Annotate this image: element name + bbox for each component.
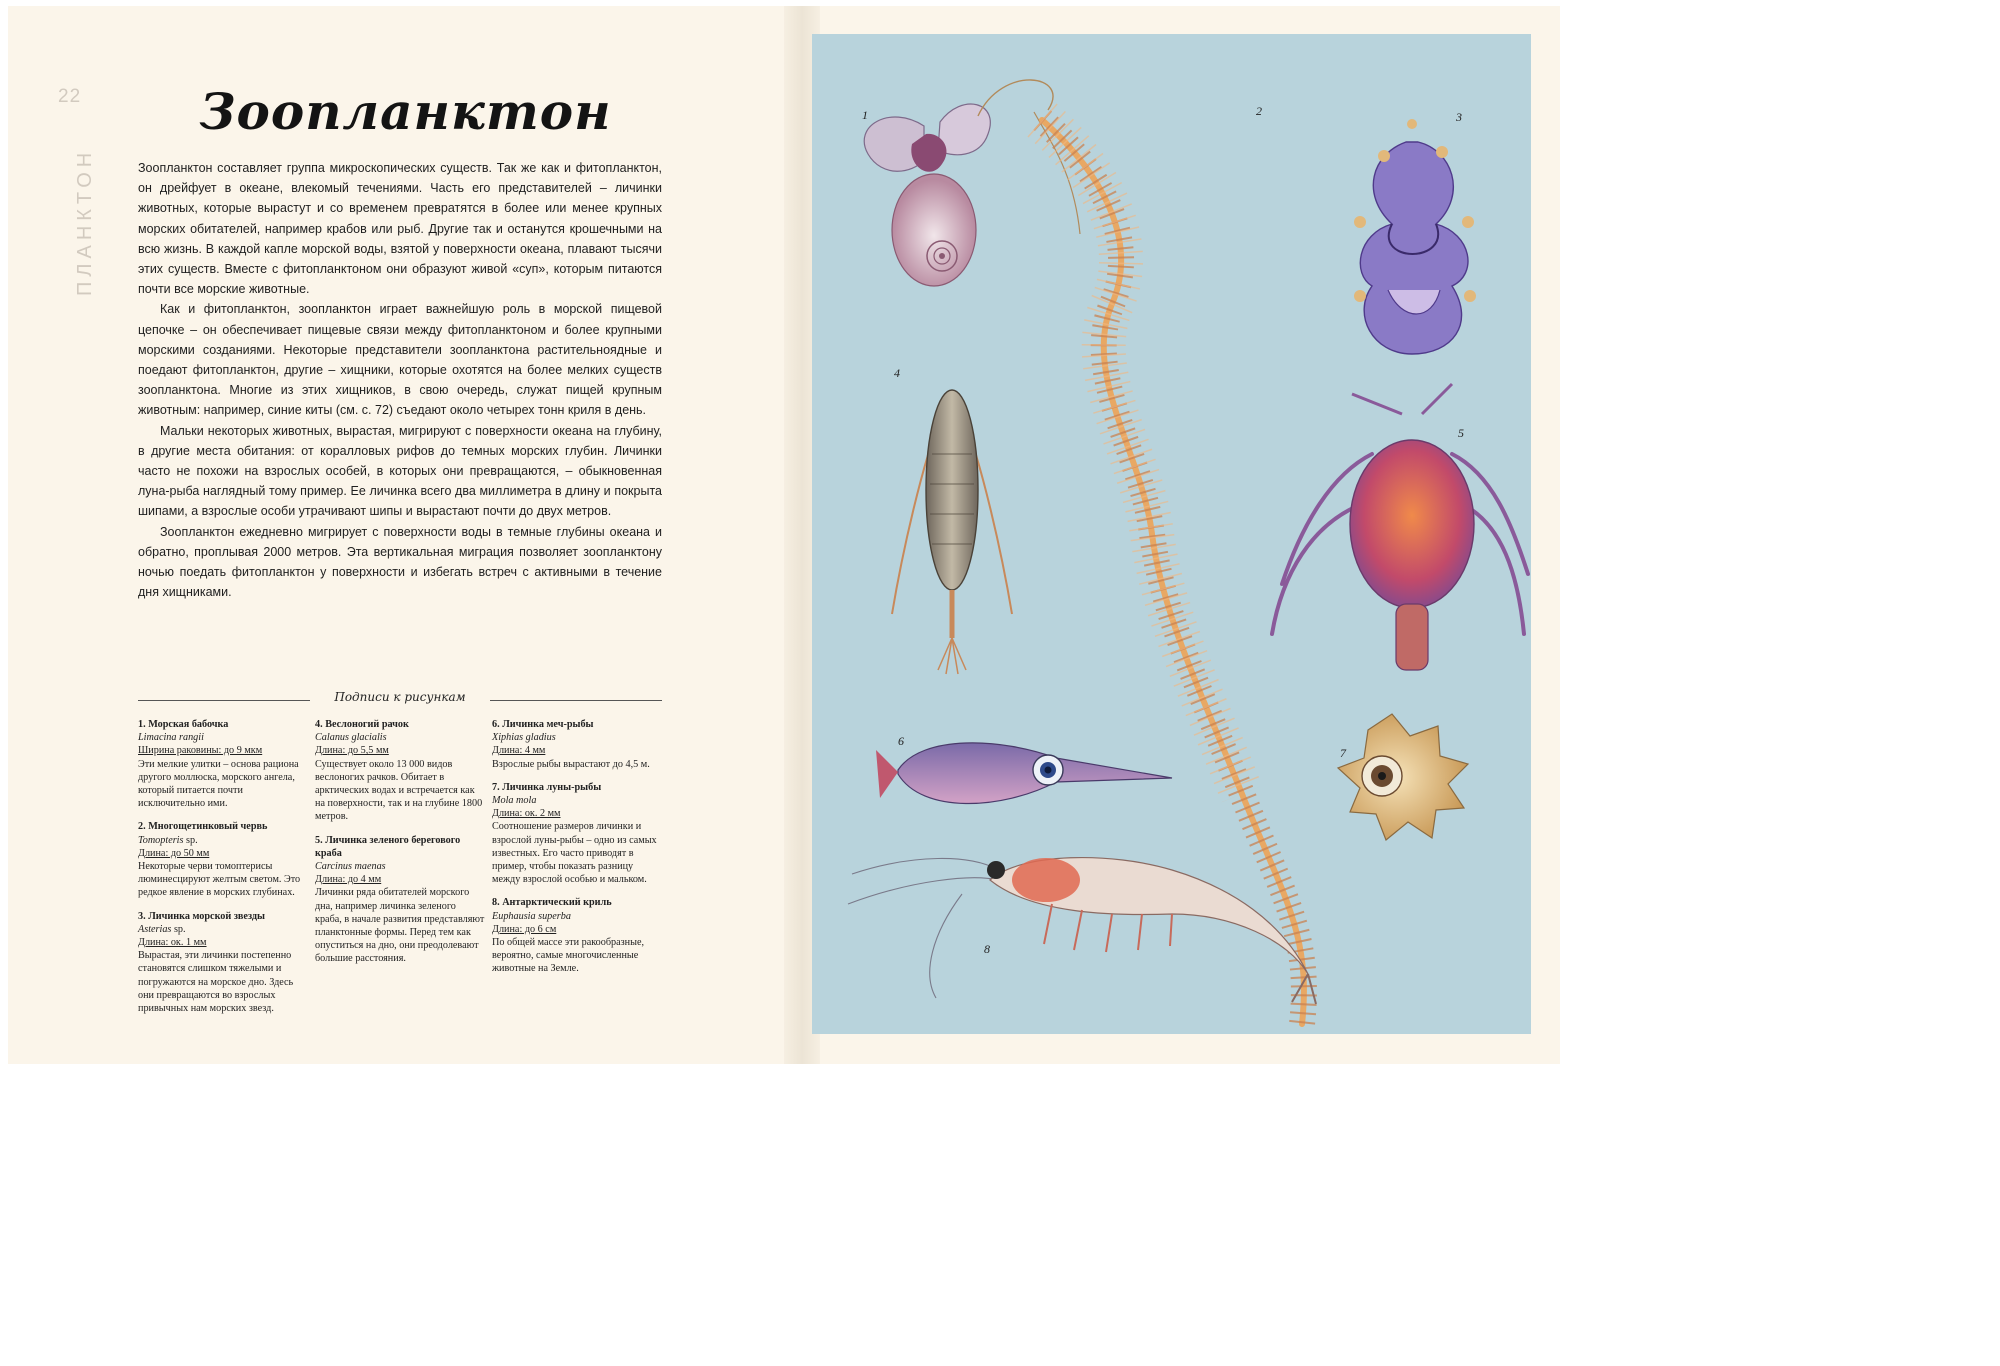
- plate-illustrations: [812, 34, 1531, 1034]
- plate-label-4: 4: [894, 366, 900, 380]
- caption-name: Личинка меч-рыбы: [502, 719, 594, 730]
- caption-size: Длина: до 5,5 мм: [315, 745, 389, 757]
- caption-text: Существует около 13 000 видов веслоногих рачков. Обитает в арктических водах и встречается как на поверхности, так и на глубине 1800 метров.: [315, 758, 483, 823]
- captions-heading-label: Подписи к рисункам: [334, 690, 466, 704]
- caption-6: [492, 718, 662, 771]
- caption-name: Морская бабочка: [148, 719, 229, 730]
- plate-label-7: 7: [1340, 746, 1346, 760]
- page-number: 22: [58, 86, 82, 107]
- caption-size: Длина: ок. 1 мм: [138, 937, 207, 949]
- sunfish-larva-illustration: [1338, 714, 1468, 840]
- caption-7: [492, 781, 662, 887]
- caption-text: Соотношение размеров личинки и взрослой луны-рыбы – одно из самых известных. Его часто приводят в пример, чтобы показать разницу между взрослой особью и мальком.: [492, 821, 657, 886]
- caption-latin: Calanus glacialis: [315, 732, 387, 744]
- plate-label-3: 3: [1456, 110, 1462, 124]
- caption-size: Длина: до 50 мм: [138, 847, 210, 859]
- caption-5: [315, 834, 485, 966]
- plate-label-6: 6: [898, 734, 904, 748]
- plate-label-1: 1: [862, 108, 868, 122]
- captions-column-3: [492, 718, 662, 986]
- paragraph: Как и фитопланктон, зоопланктон играет важнейшую роль в морской пищевой цепочке – он обеспечивает пищевые связи между фитопланктоном и более крупными морскими созданиями. Некоторые представители зоопланктона растительноядные и поедают фитопланктон, другие – хищники, которые охотятся на более мелких существ зоопланктона. Многие из этих хищников, в свою очередь, служат пищей крупным животным: например, синие киты (см. с. 72) съедают около четырех тонн криля в день.: [138, 302, 662, 418]
- caption-name: Личинка морской звезды: [148, 910, 265, 922]
- swordfish-larva-illustration: [876, 743, 1172, 804]
- caption-text: По общей массе эти ракообразные, вероятно, самые многочисленные животные на Земле.: [492, 937, 645, 975]
- section-label: ПЛАНКТОН: [74, 147, 96, 296]
- caption-name: Многощетинковый червь: [148, 821, 268, 833]
- caption-latin: Xiphias gladius: [492, 732, 556, 744]
- caption-number: 3.: [138, 910, 146, 922]
- caption-text: Некоторые черви томоптерисы люминесцируют желтым светом. Это редкое явление в морских глубинах.: [138, 861, 301, 899]
- captions-column-1: [138, 718, 308, 1025]
- caption-latin-suffix: sp.: [171, 923, 186, 935]
- caption-text: Вырастая, эти личинки постепенно становятся слишком тяжелыми и погружаются на морское дно. Здесь они превращаются во взрослых привычных нам морских звезд.: [138, 950, 294, 1015]
- caption-size: Длина: до 4 мм: [315, 874, 382, 886]
- caption-latin-suffix: sp.: [183, 834, 198, 846]
- divider: [490, 700, 662, 701]
- caption-text: Личинки ряда обитателей морского дна, например личинка зеленого краба, в начале развития представляют планктонные формы. Перед тем как опуститься на дно, они преодолевают большие расстояния.: [315, 887, 485, 965]
- caption-1: [138, 718, 308, 810]
- plate-label-8: 8: [984, 942, 990, 956]
- caption-size: Длина: ок. 2 мм: [492, 808, 561, 820]
- caption-latin: Mola mola: [492, 795, 537, 807]
- caption-latin: Tomopteris: [138, 834, 184, 846]
- caption-text: Взрослые рыбы вырастают до 4,5 м.: [492, 758, 650, 770]
- caption-name: Личинка луны-рыбы: [502, 781, 602, 793]
- paragraph: Зоопланктон составляет группа микроскопических существ. Так же как и фитопланктон, он дрейфует в океане, влекомый течениями. Часть его представителей – личинки животных, которые вырастут и со временем превратятся в более или менее крупных морских обитателей, например крабов или рыб. Другие так и останутся крошечными на всю жизнь. В каждой капле морской воды, взятой у поверхности океана, плавают тысячи этих существ. Вместе с фитопланктоном они образуют живой «суп», которым питаются почти все морские животные.: [138, 161, 662, 297]
- page-title: Зоопланктон: [199, 82, 612, 141]
- sea-butterfly-illustration: [864, 104, 990, 286]
- copepod-illustration: [892, 390, 1012, 674]
- caption-3: [138, 910, 308, 1016]
- caption-number: 1.: [138, 719, 146, 730]
- caption-name: Антарктический криль: [502, 897, 612, 909]
- caption-number: 7.: [492, 781, 500, 793]
- caption-name: Веслоногий рачок: [325, 719, 409, 730]
- caption-latin: Carcinus maenas: [315, 861, 386, 873]
- caption-2: [138, 820, 308, 899]
- caption-8: [492, 896, 662, 975]
- paragraph: Мальки некоторых животных, вырастая, мигрируют с поверхности океана на глубину, в другие места обитания: от коралловых рифов до темных морских глубин. Личинки часто не похожи на взрослых особей, в которых они превращаются, – обыкновенная луна-рыба наглядный тому пример. Ее личинка всего два миллиметра в длину и покрыта шипами, а взрослые особи утрачивают шипы и вырастают почти до двух метров.: [138, 423, 662, 519]
- caption-size: Длина: 4 мм: [492, 745, 546, 757]
- crab-larva-illustration: [1272, 384, 1528, 670]
- captions-heading: [138, 690, 662, 710]
- caption-latin: Asterias: [138, 923, 172, 935]
- caption-latin: Limacina rangii: [138, 732, 204, 744]
- caption-text: Эти мелкие улитки – основа рациона другого моллюска, морского ангела, который питается почти исключительно ими.: [138, 758, 299, 810]
- plate-label-2: 2: [1256, 104, 1262, 118]
- illustration-plate: [812, 34, 1531, 1034]
- body-text: [138, 158, 662, 602]
- caption-name: Личинка зеленого берегового краба: [315, 834, 461, 859]
- caption-number: 4.: [315, 719, 323, 730]
- captions-column-2: [315, 718, 485, 976]
- plate-label-5: 5: [1458, 426, 1464, 440]
- caption-size: Длина: до 6 см: [492, 923, 557, 935]
- caption-number: 5.: [315, 834, 323, 846]
- paragraph: Зоопланктон ежедневно мигрирует с поверхности воды в темные глубины океана и обратно, проплывая 2000 метров. Эта вертикальная миграция позволяет зоопланктону ночью поедать фитопланктон у поверхности и избегать встреч с активными в течение дня хищниками.: [138, 524, 662, 600]
- caption-number: 2.: [138, 821, 146, 833]
- caption-size: Ширина раковины: до 9 мкм: [138, 745, 263, 757]
- caption-number: 6.: [492, 719, 500, 730]
- caption-latin: Euphausia superba: [492, 910, 571, 922]
- krill-illustration: [848, 858, 1316, 1004]
- starfish-larva-illustration: [1354, 119, 1476, 354]
- caption-4: [315, 718, 485, 824]
- caption-number: 8.: [492, 897, 500, 909]
